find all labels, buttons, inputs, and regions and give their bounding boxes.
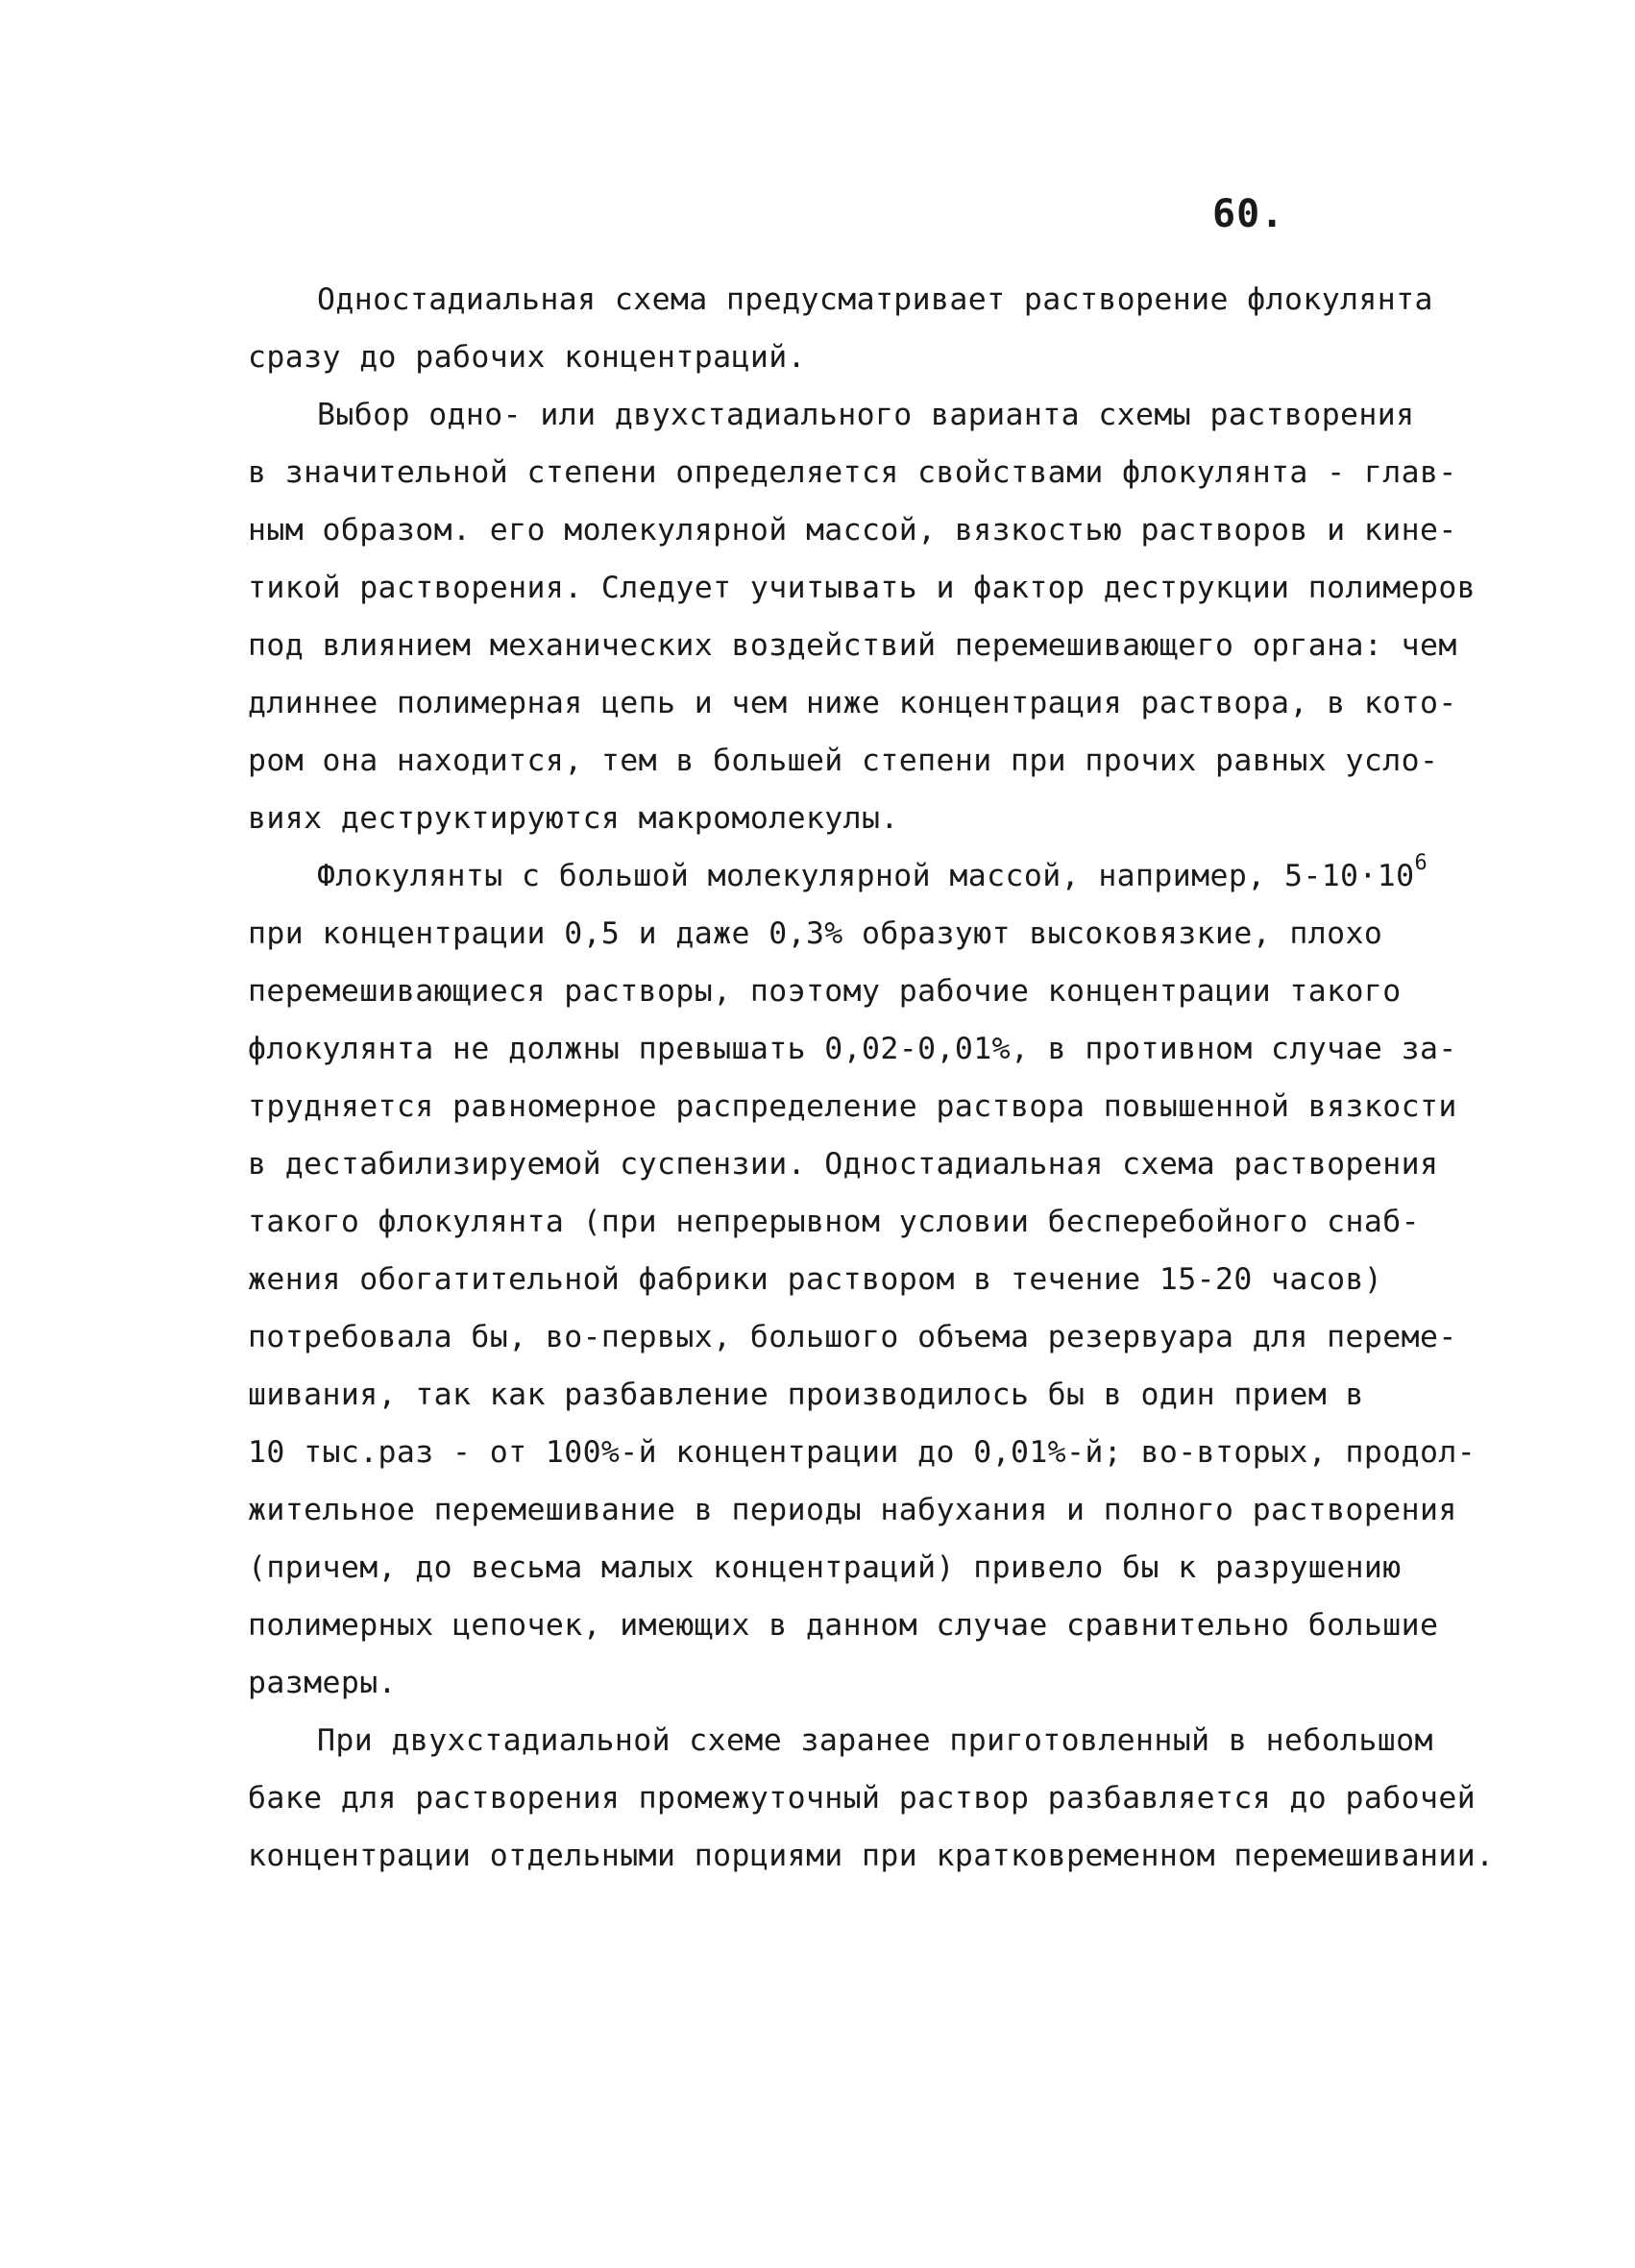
text-line: при концентрации 0,5 и даже 0,3% образуют высоковязкие, плохо [248,916,1383,951]
text-line: Флокулянты с большой молекулярной массой, например, 5-10·10 [317,859,1415,893]
page-number: 60. [1212,192,1285,236]
text-line: сразу до рабочих концентраций. [248,340,806,375]
text-line: шивания, так как разбавление производилось бы в один прием в [248,1378,1364,1412]
text-line: в значительной степени определяется свойствами флокулянта - глав- [248,455,1457,490]
text-line-with-superscript [248,847,1439,905]
text-line: размеры. [248,1666,397,1700]
text-line: полимерных цепочек, имеющих в данном случае сравнительно большие [248,1608,1439,1643]
text-line: в дестабилизируемой суспензии. Одностадиальная схема растворения [248,1147,1439,1182]
body-text [248,271,1495,1885]
text-line: жения обогатительной фабрики раствором в течение 15-20 часов) [248,1262,1383,1297]
text-line: тикой растворения. Следует учитывать и фактор деструкции полимеров [248,571,1476,605]
text-line: жительное перемешивание в периоды набухания и полного растворения [248,1493,1457,1527]
text-line: виях деструктируются макромолекулы. [248,801,899,836]
text-line: ром она находится, тем в большей степени при прочих равных усло- [248,744,1439,778]
text-line: баке для растворения промежуточный раствор разбавляется до рабочей [248,1781,1476,1816]
text-line: под влиянием механических воздействий перемешивающего органа: чем [248,628,1457,663]
text-line: перемешивающиеся растворы, поэтому рабочие концентрации такого [248,974,1402,1009]
text-line: концентрации отдельными порциями при кратковременном перемешивании. [248,1839,1495,1873]
text-line: флокулянта не должны превышать 0,02-0,01%, в противном случае за- [248,1032,1457,1066]
text-line: 10 тыс.раз - от 100%-й концентрации до 0,01%-й; во-вторых, продол- [248,1435,1476,1470]
text-line: Одностадиальная схема предусматривает растворение флокулянта [317,282,1433,317]
text-line: Выбор одно- или двухстадиального варианта схемы растворения [317,398,1415,432]
text-line: ным образом. его молекулярной массой, вязкостью растворов и кине- [248,513,1457,548]
text-line: трудняется равномерное распределение раствора повышенной вязкости [248,1089,1457,1124]
text-line: (причем, до весьма малых концентраций) привело бы к разрушению [248,1550,1402,1585]
text-line: такого флокулянта (при непрерывном условии бесперебойного снаб- [248,1205,1420,1239]
text-line: потребовала бы, во-первых, большого объема резервуара для переме- [248,1320,1457,1354]
text-line: длиннее полимерная цепь и чем ниже концентрация раствора, в кото- [248,686,1457,720]
text-line: При двухстадиальной схеме заранее приготовленный в небольшом [317,1723,1433,1758]
superscript: 6 [1414,850,1428,875]
